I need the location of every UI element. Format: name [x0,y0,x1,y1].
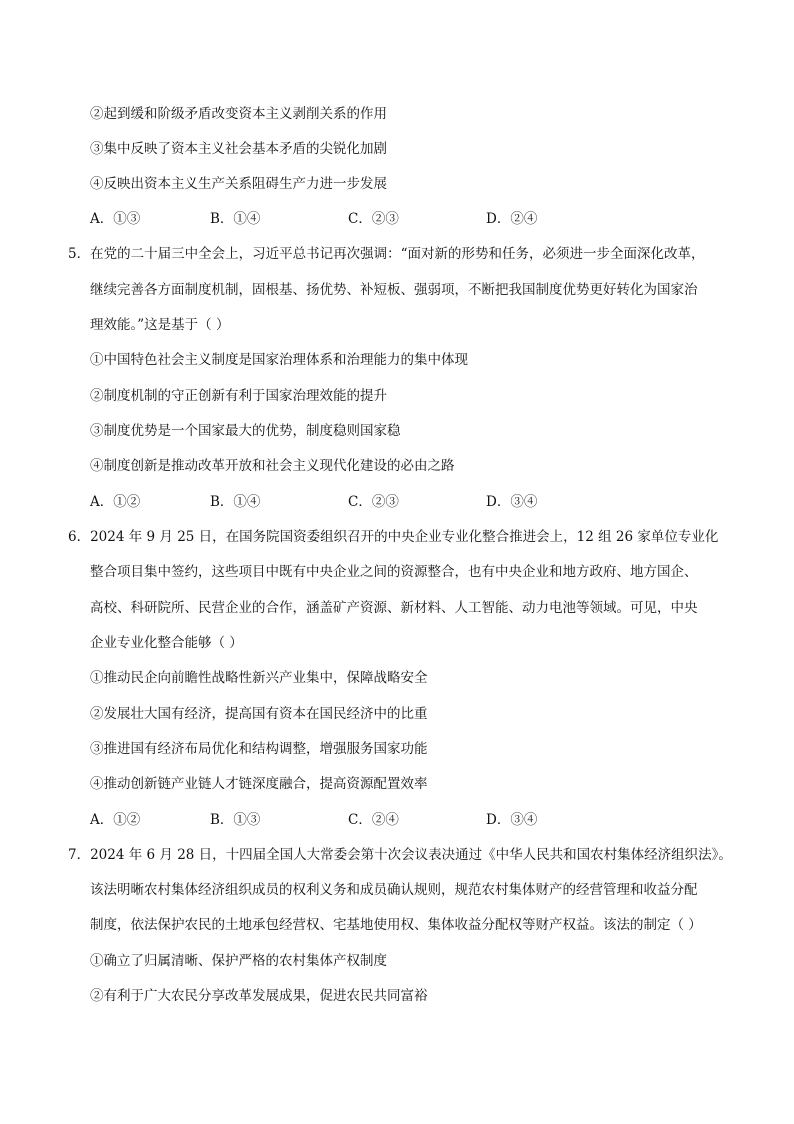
q6-option-1: ①推动民企向前瞻性战略性新兴产业集中，保障战略安全 [90,670,428,686]
q6-choice-b: B．①③ [210,812,261,828]
q5-stem-line-1: 5．在党的二十届三中全会上，习近平总书记再次强调：“面对新的形势和任务，必须进一步全面深化改革， [68,246,705,262]
q5-stem-line-3: 理效能。”这是基于（ ） [90,317,230,333]
q5-choice-c: C．②③ [348,494,399,510]
q5-option-3: ③制度优势是一个国家最大的优势，制度稳则国家稳 [90,423,401,439]
q4-option-2: ②起到缓和阶级矛盾改变资本主义剥削关系的作用 [90,106,387,122]
q6-option-3: ③推进国有经济布局优化和结构调整，增强服务国家功能 [90,741,428,757]
q6-stem-line-4: 企业专业化整合能够（ ） [90,635,243,651]
q4-option-4: ④反映出资本主义生产关系阻碍生产力进一步发展 [90,176,387,192]
q5-choice-d: D．③④ [486,494,538,510]
q5-option-4: ④制度创新是推动改革开放和社会主义现代化建设的必由之路 [90,458,455,474]
q4-choice-d: D．②④ [486,211,538,227]
q5-choice-a: A．①② [90,494,141,510]
q4-option-3: ③集中反映了资本主义社会基本矛盾的尖锐化加剧 [90,141,387,157]
q5-choice-b: B．①④ [210,494,261,510]
q5-option-1: ①中国特色社会主义制度是国家治理体系和治理能力的集中体现 [90,352,468,368]
q7-option-1: ①确立了归属清晰、保护严格的农村集体产权制度 [90,953,387,969]
q6-choice-c: C．②④ [348,812,399,828]
q4-choice-b: B．①④ [210,211,261,227]
q7-option-2: ②有利于广大农民分享改革发展成果，促进农民共同富裕 [90,988,428,1004]
q4-choice-a: A．①③ [90,211,141,227]
q6-choice-d: D．③④ [486,812,538,828]
q7-stem-line-2: 该法明晰农村集体经济组织成员的权利义务和成员确认规则，规范农村集体财产的经营管理和收益分配 [90,882,698,898]
q6-stem-line-2: 整合项目集中签约，这些项目中既有中央企业之间的资源整合，也有中央企业和地方政府、地方国企、 [90,564,698,580]
q6-stem-line-3: 高校、科研院所、民营企业的合作，涵盖矿产资源、新材料、人工智能、动力电池等领域。可见，中央 [90,600,698,616]
q4-choice-c: C．②③ [348,211,399,227]
q7-stem-line-3: 制度，依法保护农民的土地承包经营权、宅基地使用权、集体收益分配权等财产权益。该法的制定（ ） [90,917,702,933]
q7-stem-line-1: 7．2024 年 6 月 28 日，十四届全国人大常委会第十次会议表决通过《中华人民共和国农村集体经济组织法》。 [68,847,732,863]
q5-stem-line-2: 继续完善各方面制度机制，固根基、扬优势、补短板、强弱项，不断把我国制度优势更好转化为国家治 [90,282,698,298]
q6-option-4: ④推动创新链产业链人才链深度融合，提高资源配置效率 [90,776,428,792]
q6-choice-a: A．①② [90,812,141,828]
q6-stem-line-1: 6．2024 年 9 月 25 日，在国务院国资委组织召开的中央企业专业化整合推进会上，12 组 26 家单位专业化 [68,529,719,545]
q5-option-2: ②制度机制的守正创新有利于国家治理效能的提升 [90,388,387,404]
q6-option-2: ②发展壮大国有经济，提高国有资本在国民经济中的比重 [90,706,428,722]
